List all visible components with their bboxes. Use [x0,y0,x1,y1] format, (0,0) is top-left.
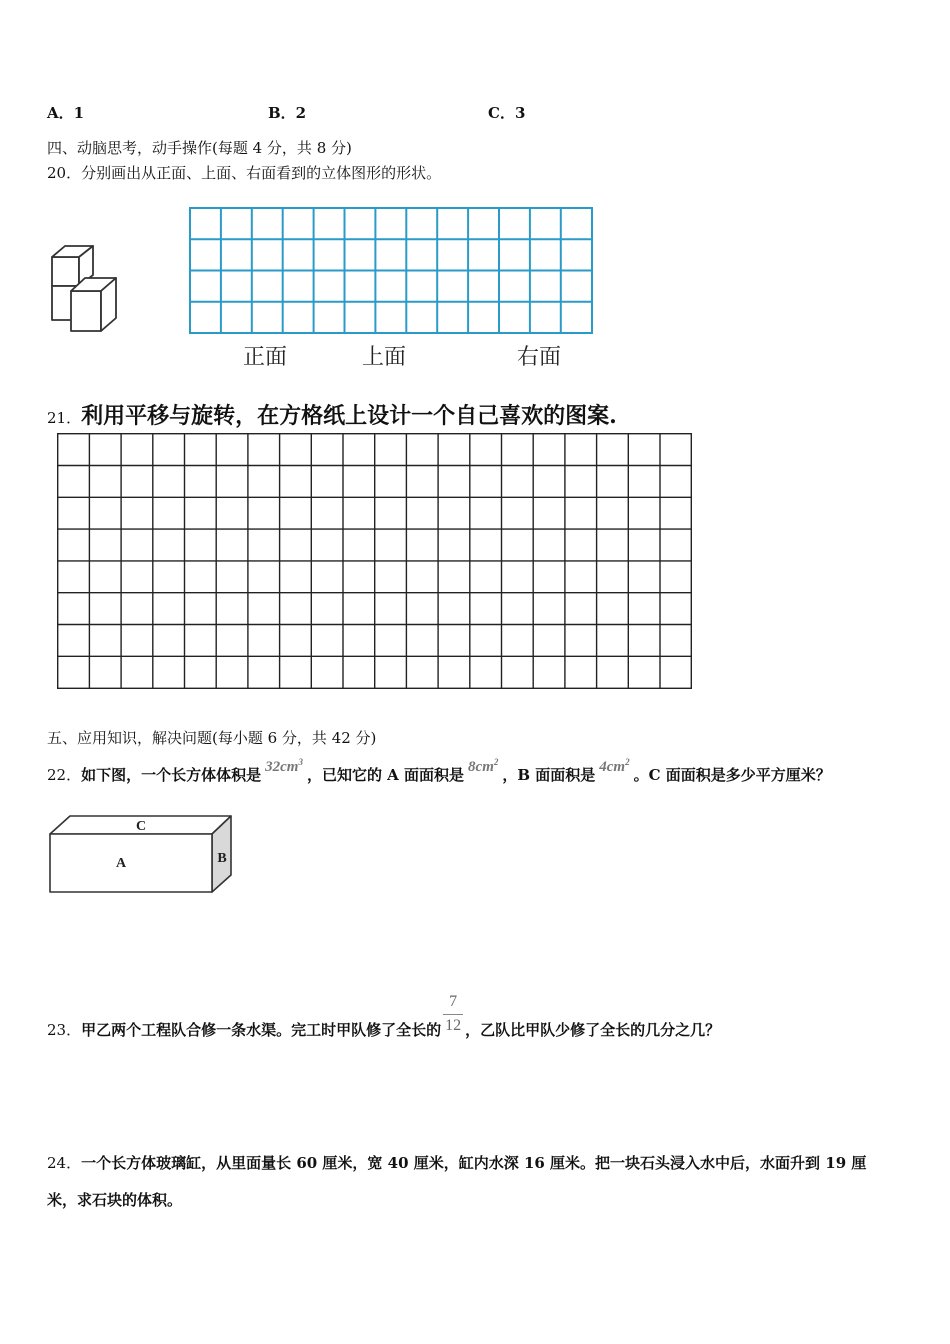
face-label-a: A [115,856,127,871]
volume-value [265,759,303,775]
fraction [441,993,465,1035]
face-label-c: C [135,819,147,834]
area-a-value [468,759,498,775]
fraction-bar [443,1014,463,1015]
face-label-b: B [217,851,227,866]
question-number: 23． [47,1021,82,1039]
question-text-part-2: ，乙队比甲队少修了全长的几分之几？ [465,1021,721,1039]
area-a-exponent: 2 [493,757,499,767]
label-top-view: 上面 [362,345,407,370]
question-text: 利用平移与旋转，在方格纸上设计一个自己喜欢的图案. [81,403,617,429]
option-b: B．2 [268,104,307,122]
area-a-base: 8cm [468,759,494,775]
fraction-denominator: 12 [445,1017,462,1034]
question-text-part-4: 。C 面面积是多少平方厘米？ [633,766,831,784]
question-22 [47,757,831,785]
volume-base: 32cm [265,759,299,775]
design-grid [57,433,692,689]
question-24-line-1 [47,1152,866,1173]
question-24-line-2: 米，求石块的体积。 [47,1191,183,1209]
question-number: 20． [47,164,82,182]
view-drawing-grid [189,207,593,335]
volume-exponent: 3 [298,757,303,767]
question-text-part-2: ，已知它的 A 面面积是 [306,766,465,784]
label-right-view: 右面 [517,345,562,370]
option-a: A．1 [47,104,85,122]
cuboid-figure [48,814,234,896]
fraction-numerator: 7 [449,993,458,1010]
area-b-base: 4cm [599,759,626,775]
question-number: 22． [47,766,82,784]
section-4-heading: 四、动脑思考，动手操作(每题 4 分，共 8 分) [47,139,352,157]
area-b-value [599,759,629,775]
question-text-line-1: 一个长方体玻璃缸，从里面量长 60 厘米，宽 40 厘米，缸内水深 16 厘米。把一块石头浸入水中后，水面升到 19 厘 [81,1154,867,1172]
question-23 [47,993,721,1040]
question-number: 21． [47,409,82,427]
question-text-part-1: 甲乙两个工程队合修一条水渠。完工时甲队修了全长的 [81,1021,442,1039]
question-number: 24． [47,1154,82,1172]
question-text: 分别画出从正面、上面、右面看到的立体图形的形状。 [81,164,442,182]
question-21 [47,399,617,430]
section-5-heading: 五、应用知识，解决问题(每小题 6 分，共 42 分) [47,729,377,747]
area-b-exponent: 2 [625,757,630,767]
question-text-part-1: 如下图，一个长方体体积是 [81,766,262,784]
question-text-part-3: ，B 面面积是 [502,766,596,784]
cube-stack-figure [48,242,132,328]
label-front-view: 正面 [243,345,288,370]
question-20 [47,162,441,183]
option-c: C．3 [488,104,526,122]
